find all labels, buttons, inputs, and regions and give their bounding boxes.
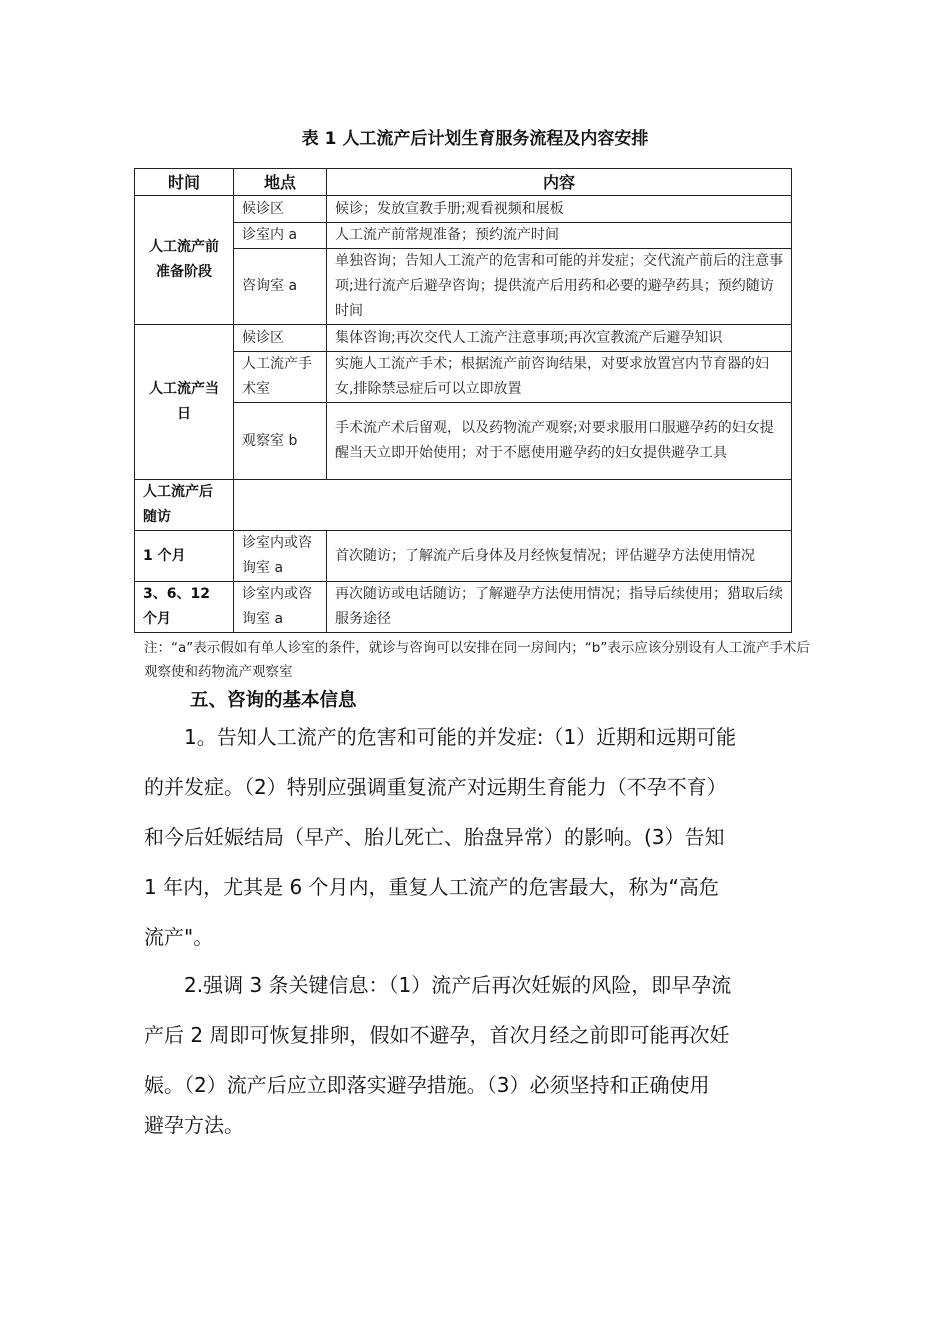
paragraph-1 (144, 712, 810, 962)
paragraph-line: 避孕方法。 (144, 1113, 244, 1137)
paragraph-line: 娠。（2）流产后应立即落实避孕措施。（3）必须坚持和正确使用 (144, 1073, 710, 1097)
place-cell: 人工流产手术室 (234, 352, 327, 403)
stage-cell: 1 个月 (135, 531, 234, 582)
table-row (135, 582, 792, 633)
paragraph-line: 1 年内，尤其是 6 个月内，重复人工流产的危害最大，称为“高危 (144, 875, 719, 899)
content-cell (234, 480, 792, 531)
header-place: 地点 (234, 169, 327, 196)
content-cell: 候诊；发放宣教手册;观看视频和展板 (327, 196, 792, 223)
table-row (135, 325, 792, 352)
place-cell: 诊室内或咨询室 a (234, 582, 327, 633)
header-content: 内容 (327, 169, 792, 196)
section-heading: 五、咨询的基本信息 (190, 690, 357, 711)
content-cell: 首次随访；了解流产后身体及月经恢复情况；评估避孕方法使用情况 (327, 531, 792, 582)
paragraph-line: 产后 2 周即可恢复排卵，假如不避孕，首次月经之前即可能再次妊 (144, 1023, 730, 1047)
content-cell: 单独咨询；告知人工流产的危害和可能的并发症；交代流产前后的注意事项;进行流产后避孕咨询；提供流产后用药和必要的避孕药具；预约随访时间 (327, 249, 792, 325)
table-header-row (135, 169, 792, 196)
table-row (135, 223, 792, 249)
place-cell: 诊室内或咨询室 a (234, 531, 327, 582)
stage-cell: 人工流产当日 (135, 325, 234, 480)
content-cell: 集体咨询;再次交代人工流产注意事项;再次宣教流产后避孕知识 (327, 325, 792, 352)
table-note: 注：“a”表示假如有单人诊室的条件，就诊与咨询可以安排在同一房间内；“b”表示应该分别设有人工流产手术后观察使和药物流产观察室 (144, 640, 810, 680)
paragraph-line: 1。告知人工流产的危害和可能的并发症:（1）近期和远期可能 (144, 725, 737, 749)
table-row (135, 196, 792, 223)
table-row (135, 531, 792, 582)
paragraph-line: 2.强调 3 条关键信息：（1）流产后再次妊娠的风险，即早孕流 (144, 973, 732, 997)
table-row (135, 480, 792, 531)
service-flow-table (134, 168, 792, 633)
table-row (135, 249, 792, 325)
stage-cell: 3、6、12 个月 (135, 582, 234, 633)
place-cell: 诊室内 a (234, 223, 327, 249)
stage-cell: 人工流产前准备阶段 (135, 196, 234, 325)
place-cell: 候诊区 (234, 196, 327, 223)
content-cell: 人工流产前常规准备；预约流产时间 (327, 223, 792, 249)
table-row (135, 403, 792, 480)
content-cell: 再次随访或电话随访；了解避孕方法使用情况；指导后续使用；猎取后续服务途径 (327, 582, 792, 633)
content-cell: 实施人工流产手术；根据流产前咨询结果，对要求放置宫内节育器的妇女,排除禁忌症后可以立即放置 (327, 352, 792, 403)
stage-cell: 人工流产后随访 (135, 480, 234, 531)
paragraph-2 (144, 960, 810, 1140)
table-caption: 表 1 人工流产后计划生育服务流程及内容安排 (301, 129, 649, 149)
paragraph-line: 的并发症。（2）特别应强调重复流产对远期生育能力（不孕不育） (144, 775, 727, 799)
table-row (135, 352, 792, 403)
header-time: 时间 (135, 169, 234, 196)
paragraph-line: 和今后妊娠结局（早产、胎儿死亡、胎盘异常）的影响。(3）告知 (144, 825, 725, 849)
place-cell: 候诊区 (234, 325, 327, 352)
place-cell: 观察室 b (234, 403, 327, 480)
content-cell: 手术流产术后留观，以及药物流产观察;对要求服用口服避孕药的妇女提醒当天立即开始使用；对于不愿使用避孕药的妇女提供避孕工具 (327, 403, 792, 480)
paragraph-line: 流产"。 (144, 925, 214, 949)
place-cell: 咨询室 a (234, 249, 327, 325)
